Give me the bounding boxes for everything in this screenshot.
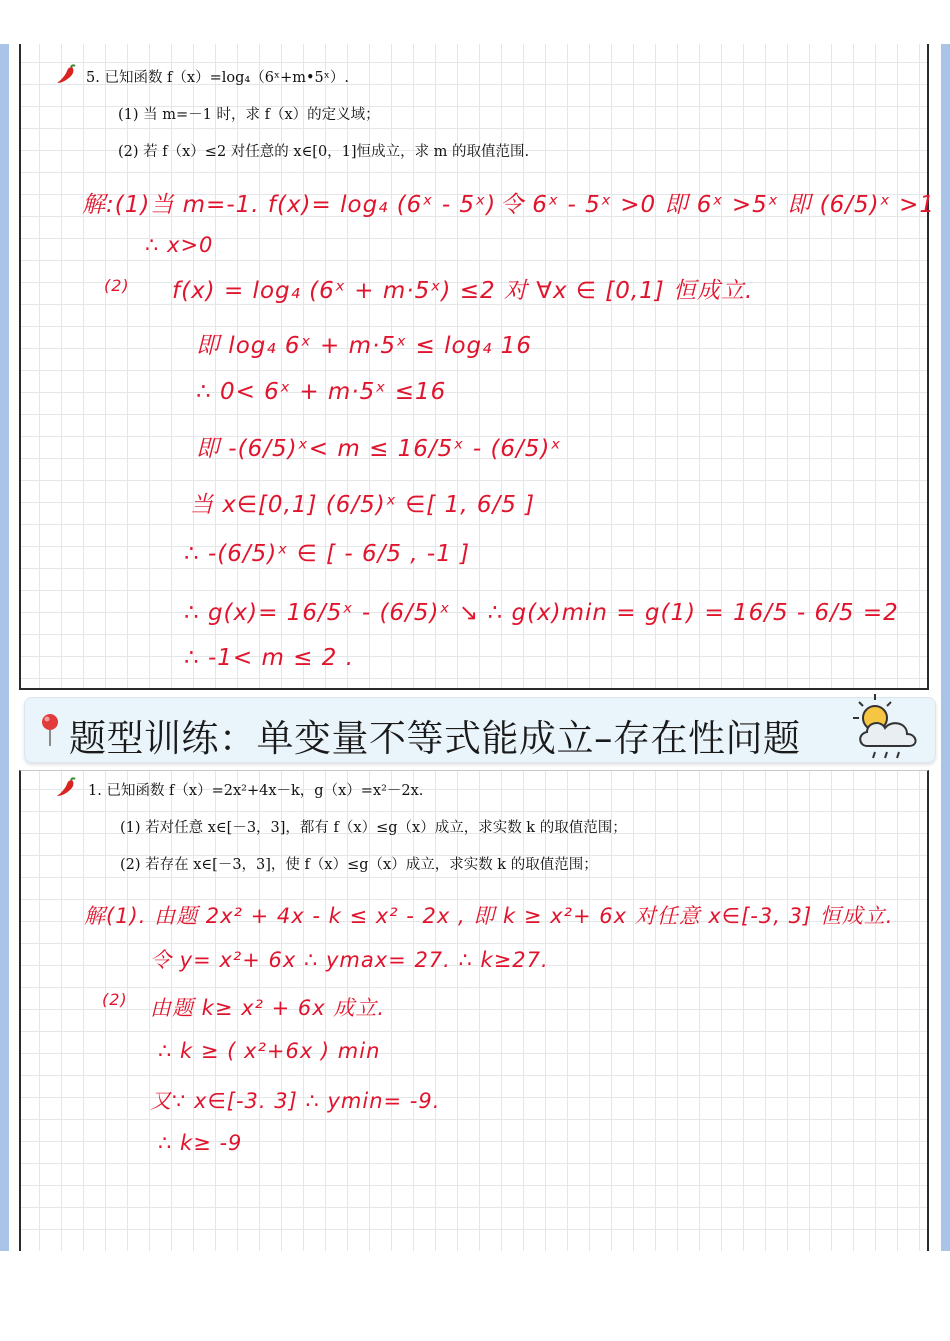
- solution-line: ∴ k ≥ ( x²+6x ) min: [158, 1039, 381, 1063]
- problem-5-part-1: (1) 当 m=－1 时，求 f（x）的定义域；: [118, 107, 380, 123]
- solution-line: ∴ 0< 6ˣ + m·5ˣ ≤16: [196, 379, 447, 405]
- problem-5-part-2: (2) 若 f（x）≤2 对任意的 x∈[0，1]恒成立，求 m 的取值范围.: [118, 144, 530, 160]
- solution-line: ∴ x>0: [145, 233, 214, 257]
- solution-line: 当 x∈[0,1] (6/5)ˣ ∈[ 1, 6/5 ]: [190, 492, 536, 518]
- solution-line: ∴ -1< m ≤ 2 .: [184, 645, 355, 671]
- solution-line: 令 6ˣ - 5ˣ >0 即 6ˣ >5ˣ 即 (6/5)ˣ >1: [500, 192, 936, 218]
- left-edge-strip: [0, 44, 9, 1251]
- right-edge-strip: [941, 44, 950, 1251]
- chili-pepper-icon: [55, 777, 77, 799]
- solution-line: 即 -(6/5)ˣ< m ≤ 16/5ˣ - (6/5)ˣ: [196, 436, 562, 462]
- sun-behind-cloud-icon: [845, 690, 929, 766]
- problem-5-statement: 5. 已知函数 f（x）=log₄（6ˣ+m•5ˣ）.: [86, 70, 350, 86]
- solution-line: 令 y= x²+ 6x ∴ ymax= 27. ∴ k≥27.: [150, 948, 549, 972]
- problem-1-statement: 1. 已知函数 f（x）=2x²+4x－k，g（x）=x²－2x.: [88, 783, 424, 799]
- chili-pepper-icon: [55, 64, 77, 86]
- solution-line: ∴ -(6/5)ˣ ∈ [ - 6/5 , -1 ]: [184, 541, 471, 567]
- pushpin-icon: [37, 712, 63, 748]
- solution-line: (2): [104, 276, 130, 295]
- solution-line: (2): [102, 990, 128, 1009]
- solution-line: 由题 k≥ x² + 6x 成立.: [150, 996, 386, 1020]
- problem-1-part-1: (1) 若对任意 x∈[－3，3]，都有 f（x）≤g（x）成立，求实数 k 的取值范围；: [120, 820, 627, 836]
- solution-line: 即 log₄ 6ˣ + m·5ˣ ≤ log₄ 16: [196, 333, 532, 359]
- solution-line: 解:(1)当 m=-1. f(x)= log₄ (6ˣ - 5ˣ): [82, 192, 497, 218]
- section-title: 题型训练：单变量不等式能成立–存在性问题: [69, 717, 801, 760]
- solution-line: f(x) = log₄ (6ˣ + m·5ˣ) ≤2 对 ∀x ∈ [0,1] 恒成立.: [172, 278, 754, 304]
- solution-line: 又∵ x∈[-3. 3] ∴ ymin= -9.: [150, 1089, 441, 1113]
- solution-line: ∴ g(x)= 16/5ˣ - (6/5)ˣ ↘ ∴ g(x)min = g(1) = 16/5 - 6/5 =2: [184, 600, 899, 626]
- problem-1-part-2: (2) 若存在 x∈[－3，3]，使 f（x）≤g（x）成立，求实数 k 的取值范围；: [120, 857, 598, 873]
- solution-line: ∴ k≥ -9: [158, 1131, 243, 1155]
- section-banner: [24, 697, 936, 763]
- solution-line: 解(1). 由题 2x² + 4x - k ≤ x² - 2x , 即 k ≥ x²+ 6x 对任意 x∈[-3, 3] 恒成立.: [84, 904, 894, 928]
